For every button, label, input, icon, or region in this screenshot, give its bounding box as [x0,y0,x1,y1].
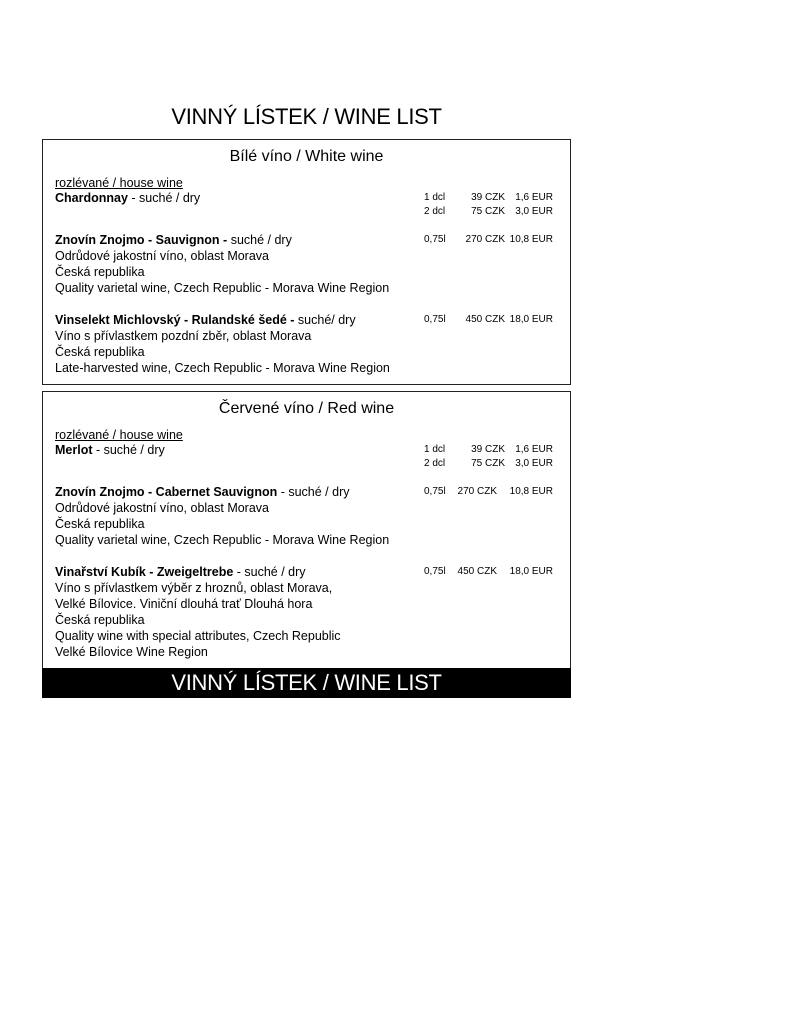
price-czk: 39 CZK [471,192,505,203]
wine-name: Znovín Znojmo - Sauvignon - [55,233,228,247]
wine-style: - suché / dry [92,443,165,457]
wine-item-chardonnay [55,190,200,206]
wine-description: Česká republika [55,345,145,359]
wine-description: Velké Bílovice. Viniční dlouhá trať Dlouhá hora [55,597,313,611]
wine-description: Quality varietal wine, Czech Republic - Morava Wine Region [55,281,390,295]
price-volume: 0,75l [424,566,446,577]
footer-banner: VINNÝ LÍSTEK / WINE LIST [42,668,571,698]
wine-style: suché/ dry [294,313,356,327]
page-title: VINNÝ LÍSTEK / WINE LIST [171,104,442,129]
wine-style: - suché / dry [127,191,201,205]
red-wine-heading: Červené víno / Red wine [218,400,395,417]
wine-description: Česká republika [55,613,145,627]
wine-item-zweigeltrebe [55,564,306,580]
wine-name: Merlot [55,443,93,457]
wine-name: Chardonnay [55,191,128,205]
wine-description: Late-harvested wine, Czech Republic - Morava Wine Region [55,361,390,375]
price-volume: 0,75l [424,314,446,325]
wine-description: Quality wine with special attributes, Czech Republic [55,629,341,643]
price-czk: 75 CZK [471,206,505,217]
wine-description: Česká republika [55,265,145,279]
price-volume: 2 dcl [424,458,446,469]
wine-item-rulandske [55,312,356,328]
wine-item-merlot [55,442,165,458]
price-czk: 39 CZK [471,444,505,455]
wine-item-sauvignon [55,232,292,248]
price-eur: 3,0 EUR [515,458,553,469]
price-volume: 1 dcl [424,192,446,203]
price-eur: 10,8 EUR [509,486,553,497]
white-wine-heading: Bílé víno / White wine [229,148,384,165]
price-czk: 450 CZK [457,566,497,577]
wine-name: Vinařství Kubík - Zweigeltrebe [55,565,234,579]
price-eur: 18,0 EUR [509,566,553,577]
wine-name: Vinselekt Michlovský - Rulandské šedé - [55,313,295,327]
wine-description: Odrůdové jakostní víno, oblast Morava [55,249,270,263]
wine-item-cabernet [55,484,349,500]
house-wine-label: rozlévané / house wine [55,176,183,190]
price-eur: 18,0 EUR [509,314,553,325]
wine-style: suché / dry [227,233,292,247]
price-volume: 0,75l [424,234,446,245]
wine-style: - suché / dry [233,565,306,579]
wine-description: Víno s přívlastkem pozdní zběr, oblast Morava [55,329,312,343]
white-wine-section [42,139,571,385]
wine-description: Víno s přívlastkem výběr z hroznů, oblast Morava, [55,581,333,595]
price-eur: 3,0 EUR [515,206,553,217]
wine-name: Znovín Znojmo - Cabernet Sauvignon [55,485,278,499]
red-wine-section [42,391,571,669]
price-czk: 270 CZK [457,486,497,497]
price-volume: 2 dcl [424,206,446,217]
price-volume: 0,75l [424,486,446,497]
wine-style: - suché / dry [277,485,350,499]
wine-description: Velké Bílovice Wine Region [55,645,208,659]
price-eur: 1,6 EUR [515,444,553,455]
price-czk: 270 CZK [465,234,505,245]
price-eur: 1,6 EUR [515,192,553,203]
wine-description: Odrůdové jakostní víno, oblast Morava [55,501,270,515]
price-eur: 10,8 EUR [509,234,553,245]
wine-description: Quality varietal wine, Czech Republic - Morava Wine Region [55,533,390,547]
price-czk: 450 CZK [465,314,505,325]
price-czk: 75 CZK [471,458,505,469]
price-volume: 1 dcl [424,444,446,455]
wine-description: Česká republika [55,517,145,531]
house-wine-label: rozlévané / house wine [55,428,183,442]
